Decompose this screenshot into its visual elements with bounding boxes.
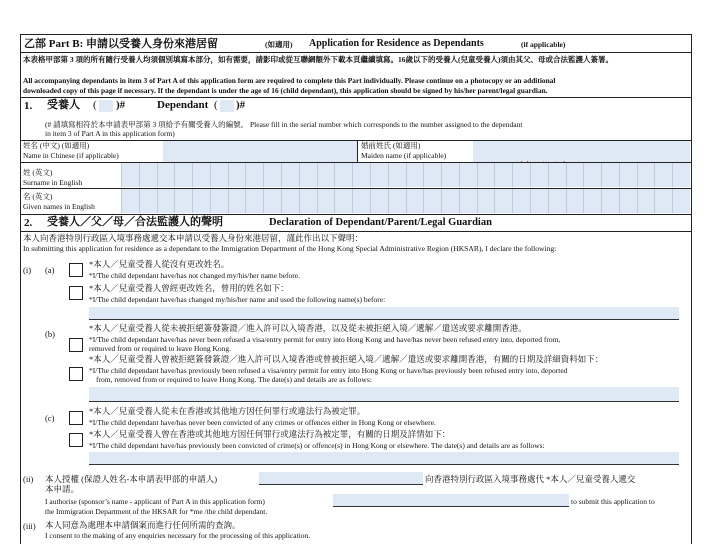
part-title-en-note: (if applicable) [521,40,566,49]
b1-checkbox[interactable] [69,338,83,352]
item-i-label: (i) [23,265,32,275]
ii-text-en-line2: to submit this application to [571,497,655,506]
iii-text-zh: 本人同意為處理本申請個案而進行任何所需的查詢。 [45,520,241,530]
b1-text-en-line1: *I/The child dependant have/has never been refused a visa/entry permit for entry into Hong Kong and have/has never been refused entry into, deported from, [89,335,561,344]
instructions-en-line1: All accompanying dependants in item 3 of Part A of this application form are required to complete this Part individually. Please continue on a photocopy or an additional [23,76,556,85]
dependant-serial-zh-field[interactable] [99,100,113,112]
part-title-en: Application for Residence as Dependants [309,38,484,49]
section2-number: 2. [24,217,33,229]
section1-note-line2: in item 3 of Part A in this application form) [45,129,175,138]
section1-hash-zh: )# [116,99,126,111]
b1-text-en-line2: removed from or required to leave Hong Kong. [89,344,232,353]
item-iii-label: (iii) [23,521,36,531]
ii-text-en-line1: I authorise (sponsor’s name - applicant of Part A in this application form) [45,497,265,506]
b2-text-zh: *本人／兒童受養人曾被拒絕簽發簽證／進入許可以入境香港或曾被拒絕入境／遞解／遣送或要求離開香港，有關的日期及詳細資料如下： [89,354,604,364]
c1-checkbox[interactable] [69,411,83,425]
instructions-en-line2: downloaded copy of this page if necessary. If the dependant is under the age of 16 (child dependant), this application should be signed by his/her parent/legal guardian. [23,86,548,95]
ii-text-zh-line2: 向香港特別行政區入境事務處代 *本人／兒童受養人遞交 [425,474,636,484]
part-b-frame: 乙部 Part B: 申請以受養人身份來港居留 (如適用) Application for Residence as Dependants (if applicable) 本表格甲部第 3 項的所有隨行受養人均須個別填寫本部分，如有需要，請影印或從互聯網額外下載本頁繼續填寫。16歲以下的受養人(兒童受養人)須由其父、母或合法監護人簽署。 All accompanying dependants in item 3 of Part A of this application form are required to complete this Part individually. Please continue on a photocopy or an additional downloaded copy of this page if necessary. If the dependant is under the age of 16 (child dependant), this application should be signed by his/her parent/legal guardian. 1. 受養人 ( )# Dependant ( )# (# 請填寫相符於本申請表甲部第 3 項給予有關受養人的編號。 Please fill in the serial number which corresponds to the number assigned to the dependant in item 3 of Part A in this application form) 姓名 (中文) (如適用) Name in Chinese (if applicable) 婚前姓氏 (如適用) Maiden name (if applicable) 姓 (英文) Surname in English 名 (英文) Given names in English 2. 受養人／父／母／合法監護人的聲明 Declaration of Dependant/Parent/Legal Guardian 本人向香港特別行政區入境事務處遞交本申請以受養人身份來港居留，謹此作出以下聲明： In submitting this application for residence as a dependant to the Immigration Department of the Hong Kong Special Administrative Region (HKSAR), I declare the following: (i) (a) *本人／兒童受養人從沒有更改姓名。 *I/The child dependant have/has not changed my/his/her name before. *本人／兒童受養人曾經更改姓名，曾用的姓名如下： *I/The child dependant have/has changed my/his/her name and used the following name(s) before: (b) *本人／兒童受養人從未被拒絕簽發簽證／進入許可以入境香港，以及從未被拒絕入境／遞解／遣送或要求離開香港。 *I/The child dependant have/has never been refused a visa/entry permit for entry into Hong Kong and have/has never been refused entry into, deported from, removed from or required to leave Hong Kong. *本人／兒童受養人曾被拒絕簽發簽證／進入許可以入境香港或曾被拒絕入境／遞解／遣送或要求離開香港，有關的日期及詳細資料如下： *I/The child dependant have/has previously been refused a visa/entry permit for entry into Hong Kong or have/has previously been refused entry into, deported from, removed from or required to leave Hong Kong. The date(s) and details are as follows: (c) *本人／兒童受養人從未在香港或其他地方因任何罪行或違法行為被定罪。 *I/The child dependant have/has never been convicted of any crimes or offences either in Hong Kong or elsewhere. *本人／兒童受養人曾在香港或其他地方因任何罪行或違法行為被定罪，有關的日期及詳情如下： *I/The child dependant have/has previously been convicted of crime(s) or offence(s) in Hong Kong or elsewhere. The date(s) and details are as follows: (ii) 本人授權 (保證人姓名-本申請表甲部的申請人) 向香港特別行政區入境事務處代 *本人／兒童受養人遞交 本申請。 I authorise (sponsor’s name - applicant of Part A in this application form) to submit this application to the Immigration Department of the HKSAR for *me /the child dependant. (iii) 本人同意為處理本申請個案而進行任何所需的查詢。 I consent to the making of any enquiries necessary for the processing of this application. [20,34,692,544]
item-c-label: (c) [45,413,55,423]
given-label-zh: 名 (英文) [23,192,53,201]
ii-text-zh-line1: 本人授權 (保證人姓名-本申請表甲部的申請人) [45,474,218,484]
section1-note-line1: (# 請填寫相符於本申請表甲部第 3 項給予有關受養人的編號。 Please fill in the serial number which corresponds to the number assigned to the dependant [45,120,523,129]
section2-intro-en: In submitting this application for residence as a dependant to the Immigration Department of the Hong Kong Special Administrative Region (HKSAR), I declare the following: [23,244,557,253]
item-ii-label: (ii) [23,474,34,484]
section1-hash-en: )# [236,99,246,111]
b2-details-field[interactable] [89,387,679,401]
b2-text-en-line1: *I/The child dependant have/has previously been refused a visa/entry permit for entry into Hong Kong or have/has previously been refused entry into, deported [89,366,568,375]
surname-label-en: Surname in English [23,178,83,187]
part-title-note: (如適用) [265,40,293,49]
c2-checkbox[interactable] [69,433,83,447]
section1-title-en: Dependant [157,99,209,111]
maiden-label-en: Maiden name (if applicable) [361,151,447,160]
section2-title-en: Declaration of Dependant/Parent/Legal Guardian [269,217,492,228]
b2-checkbox[interactable] [69,367,83,381]
a2-previous-names-field[interactable] [89,307,679,319]
item-b-label: (b) [45,329,55,339]
dependant-serial-en-field[interactable] [220,100,234,112]
section1-number: 1. [24,100,33,112]
name-zh-label-zh: 姓名 (中文) (如適用) [23,141,90,150]
a2-checkbox[interactable] [69,286,83,300]
c2-text-zh: *本人／兒童受養人曾在香港或其他地方因任何罪行或違法行為被定罪，有關的日期及詳情如下： [89,429,451,439]
b2-text-en-line2: from, removed from or required to leave Hong Kong. The date(s) and details are as follows: [96,375,372,384]
section2-intro-zh: 本人向香港特別行政區入境事務處遞交本申請以受養人身份來港居留，謹此作出以下聲明： [23,233,364,243]
section2-title-zh: 受養人／父／母／合法監護人的聲明 [47,216,223,228]
ii-text-zh-line3: 本申請。 [45,484,80,494]
section1-title-zh: 受養人 [47,99,80,111]
name-chinese-field[interactable] [163,141,357,162]
instructions-zh: 本表格甲部第 3 項的所有隨行受養人均須個別填寫本部分，如有需要，請影印或從互聯網額外下載本頁繼續填寫。16歲以下的受養人(兒童受養人)須由其父、母或合法監護人簽署。 [23,55,613,64]
a1-text-zh: *本人／兒童受養人從沒有更改姓名。 [89,259,230,269]
iii-text-en: I consent to the making of any enquiries necessary for the processing of this application. [45,531,311,540]
sponsor-name-zh-field[interactable] [259,472,423,484]
given-names-english-field[interactable] [121,189,690,213]
a1-text-en: *I/The child dependant have/has not changed my/his/her name before. [89,271,300,280]
name-zh-label-en: Name in Chinese (if applicable) [23,151,119,160]
c1-text-en: *I/The child dependant have/has never been convicted of any crimes or offences either in Hong Kong or elsewhere. [89,418,436,427]
maiden-label-zh: 婚前姓氏 (如適用) [361,141,421,150]
part-title-zh: 乙部 Part B: 申請以受養人身份來港居留 [24,38,219,50]
a1-checkbox[interactable] [69,263,83,277]
surname-label-zh: 姓 (英文) [23,168,53,177]
maiden-name-field[interactable] [473,141,690,162]
a2-text-zh: *本人／兒童受養人曾經更改姓名，曾用的姓名如下： [89,283,289,293]
c1-text-zh: *本人／兒童受養人從未在香港或其他地方因任何罪行或違法行為被定罪。 [89,406,366,416]
ii-text-en-line3: the Immigration Department of the HKSAR for *me /the child dependant. [45,507,268,516]
c2-details-field[interactable] [89,452,679,464]
sponsor-name-en-field[interactable] [333,494,569,506]
surname-english-field[interactable] [121,163,690,187]
b1-text-zh: *本人／兒童受養人從未被拒絕簽發簽證／進入許可以入境香港，以及從未被拒絕入境／遞解／遣送或要求離開香港。 [89,323,527,333]
given-label-en: Given names in English [23,202,95,211]
item-a-label: (a) [45,265,55,275]
c2-text-en: *I/The child dependant have/has previously been convicted of crime(s) or offence(s) in Hong Kong or elsewhere. The date(s) and details are as follows: [89,441,545,450]
a2-text-en: *I/The child dependant have/has changed my/his/her name and used the following name(s) before: [89,295,386,304]
